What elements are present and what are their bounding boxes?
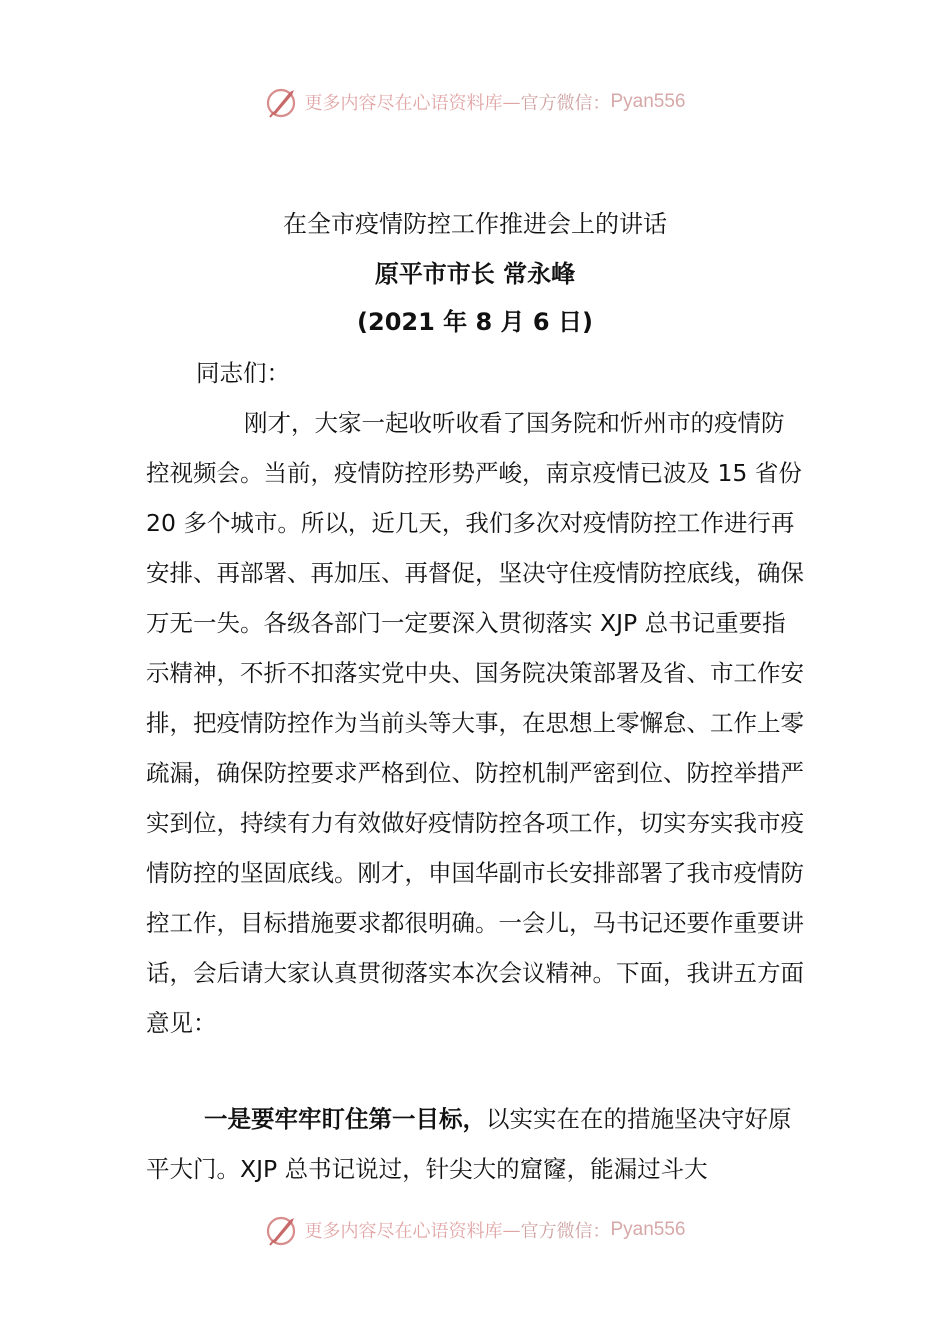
- watermark-text: 更多内容尽在心语资料库: [304, 1221, 503, 1242]
- paragraph-2: [146, 1094, 806, 1194]
- watermark-dash: —: [502, 1219, 521, 1241]
- watermark-text: 更多内容尽在心语资料库: [304, 93, 503, 114]
- paragraph-2-text: 以实实在在的措施坚决守好原平大门。XJP 总书记说过，针尖大的窟窿，能漏过斗大: [146, 1105, 792, 1183]
- watermark-banner-bottom: [0, 1212, 950, 1252]
- document-speaker: 原平市市长 常永峰: [374, 260, 576, 288]
- paragraph-2-lead: 一是要牢牢盯住第一目标，: [204, 1105, 486, 1133]
- watermark-dash: —: [502, 91, 521, 113]
- watermark-wechat-label: 官方微信：: [520, 93, 611, 114]
- document-title: 在全市疫情防控工作推进会上的讲话: [283, 210, 667, 238]
- paragraph-1: 刚才，大家一起收听收看了国务院和忻州市的疫情防控视频会。当前，疫情防控形势严峻，南京疫情已波及 15 省份 20 多个城市。所以，近几天，我们多次对疫情防控工作进行再安排、再部署、再加压、再督促，坚决守住疫情防控底线，确保万无一失。各级各部门一定要深入贯彻落实 XJP 总书记重要指示精神，不折不扣落实党中央、国务院决策部署及省、市工作安排，把疫情防控作为当前头等大事，在思想上零懈怠、工作上零疏漏，确保防控要求严格到位、防控机制严密到位、防控举措严实到位，持续有力有效做好疫情防控各项工作，切实夯实我市疫情防控的坚固底线。刚才，申国华副市长安排部署了我市疫情防控工作，目标措施要求都很明确。一会儿，马书记还要作重要讲话，会后请大家认真贯彻落实本次会议精神。下面，我讲五方面意见：: [146, 409, 804, 1037]
- watermark-wechat-label: 官方微信：: [520, 1221, 611, 1242]
- watermark-wechat-id: Pyan556: [610, 91, 686, 112]
- document-date: (2021 年 8 月 6 日): [357, 308, 593, 336]
- salutation: 同志们：: [196, 359, 290, 387]
- quill-pen-logo-icon: [264, 1212, 300, 1248]
- watermark-banner-top: [0, 84, 950, 124]
- watermark-wechat-id: Pyan556: [610, 1219, 686, 1240]
- quill-pen-logo-icon: [264, 84, 300, 120]
